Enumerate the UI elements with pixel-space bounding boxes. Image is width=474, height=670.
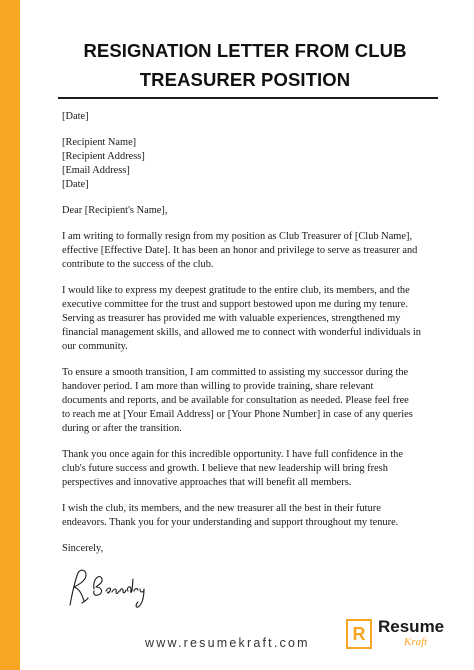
- title-divider: [58, 97, 438, 99]
- paragraph-2: [62, 284, 442, 354]
- paragraph-line: financial management skills, and allowed me to connect with wonderful individuals in: [62, 327, 421, 338]
- paragraph-line: perspectives and innovative approaches that will benefit all members.: [62, 477, 352, 488]
- paragraph-line: I wish the club, its members, and the new treasurer all the best in their future: [62, 503, 381, 514]
- footer-url[interactable]: www.resumekraft.com: [145, 636, 310, 650]
- letter-title: [40, 36, 450, 94]
- paragraph-line: Thank you once again for this incredible opportunity. I have full confidence in the: [62, 449, 403, 460]
- paragraph-line: I am writing to formally resign from my position as Club Treasurer of [Club Name],: [62, 231, 413, 242]
- paragraph-3: [62, 366, 442, 436]
- paragraph-line: Serving as treasurer has provided me with valuable experiences, strengthened my: [62, 313, 401, 324]
- logo-word: Resume: [378, 617, 445, 636]
- paragraph-line: executive committee for the trust and support bestowed upon me during my tenure.: [62, 299, 408, 310]
- paragraph-line: documents and reports, and be available for consultation as needed. Please feel free: [62, 395, 409, 406]
- paragraph-line: club's future success and growth. I believe that new leadership will bring fresh: [62, 463, 388, 474]
- logo-mark: R: [346, 619, 372, 649]
- closing-block: [62, 542, 442, 556]
- paragraph-4: [62, 448, 442, 490]
- paragraph-line: during or after the transition.: [62, 423, 182, 434]
- signature-image: [60, 565, 150, 611]
- paragraph-line: effective [Effective Date]. It has been an honor and privilege to serve as treasurer and: [62, 245, 418, 256]
- logo-subword: Kraft: [404, 636, 428, 648]
- title-line-1: RESIGNATION LETTER FROM CLUB: [83, 40, 407, 61]
- title-line-2: TREASURER POSITION: [139, 69, 351, 90]
- date-line: [Date]: [62, 111, 89, 122]
- paragraph-line: contribute to the success of the club.: [62, 259, 214, 270]
- accent-bar: [0, 0, 20, 670]
- paragraph-line: endeavors. Thank you for your understanding and support throughout my tenure.: [62, 517, 399, 528]
- paragraph-line: our community.: [62, 341, 128, 352]
- salutation-block: [62, 204, 442, 218]
- recipient-date: [Date]: [62, 179, 89, 190]
- date-block: [62, 110, 442, 124]
- paragraph-line: To ensure a smooth transition, I am committed to assisting my successor during the: [62, 367, 409, 378]
- closing: Sincerely,: [62, 543, 104, 554]
- paragraph-line: I would like to express my deepest gratitude to the entire club, its members, and the: [62, 285, 410, 296]
- recipient-address: [Recipient Address]: [62, 151, 145, 162]
- resumekraft-logo: [346, 617, 456, 653]
- recipient-email: [Email Address]: [62, 165, 130, 176]
- paragraph-5: [62, 502, 442, 530]
- recipient-block: [62, 136, 442, 192]
- salutation: Dear [Recipient's Name],: [62, 205, 168, 216]
- paragraph-line: handover period. I am more than willing to provide training, share relevant: [62, 381, 374, 392]
- letter-body: [62, 110, 442, 568]
- recipient-name: [Recipient Name]: [62, 137, 137, 148]
- paragraph-1: [62, 230, 442, 272]
- paragraph-line: to reach me at [Your Email Address] or [Your Phone Number] in case of any queries: [62, 409, 413, 420]
